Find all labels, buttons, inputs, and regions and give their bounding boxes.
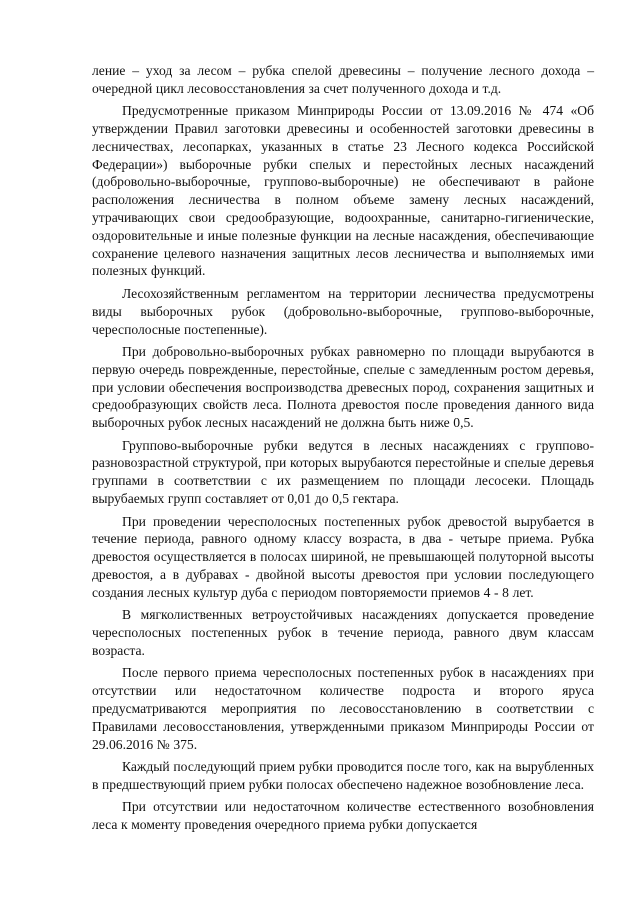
paragraph-strip-gradual: При проведении чересполосных постепенных рубок древостой вырубается в течение периода, равного одному классу возраста, в два - четыре приема. Рубка древостоя осуществляется в полосах шириной, не превышающей полуторной высоты древостоя, а в дубравах - двойной высоты древостоя при условии последующего создания лесных культур дуба с периодом повторяемости приемов 4 - 8 лет.	[92, 513, 594, 600]
paragraph-order-474: Предусмотренные приказом Минприроды России от 13.09.2016 № 474 «Об утверждении Правил заготовки древесины и особенностей заготовки древесины в лесничествах, лесопарках, указанных в статье 23 Лесного кодекса Российской Федерации») выборочные рубки спелых и перестойных лесных насаждений (добровольно-выборочные, группово-выборочные) не обеспечивают в районе расположения лесничества в полном объеме замену лесных насаждений, утрачивающих свои средообразующие, водоохранные, санитарно-гигиенические, оздоровительные и иные полезные функции на лесные насаждения, обеспечивающие сохранение целевого назначения защитных лесов лесничества и выполняемых ими полезных функций.	[92, 103, 594, 279]
document-page	[92, 62, 594, 839]
paragraph-first-stage: После первого приема чересполосных постепенных рубок в насаждениях при отсутствии или недостаточном количестве подроста и второго яруса предусматриваются мероприятия по лесовосстановлению в соответствии с Правилами лесовосстановления, утвержденными приказом Минприроды России от 29.06.2016 № 375.	[92, 665, 594, 752]
paragraph-regulation: Лесохозяйственным регламентом на территории лесничества предусмотрены виды выборочных рубок (добровольно-выборочные, группово-выборочные, чересполосные постепенные).	[92, 285, 594, 337]
paragraph-insufficient-regeneration: При отсутствии или недостаточном количестве естественного возобновления леса к моменту проведения очередного приема рубки допускается	[92, 799, 594, 833]
paragraph-continuation: ление – уход за лесом – рубка спелой древесины – получение лесного дохода – очередной цикл лесовосстановления за счет полученного дохода и т.д.	[92, 63, 594, 96]
paragraph-softwood: В мягколиственных ветроустойчивых насаждениях допускается проведение чересполосных постепенных рубок в течение периода, равного двум классам возраста.	[92, 607, 594, 658]
paragraph-group-selective: Группово-выборочные рубки ведутся в лесных насаждениях с группово-разновозрастной структурой, при которых вырубаются перестойные и спелые деревья группами в соответствии с их размещением по площади лесосеки. Площадь вырубаемых групп составляет от 0,01 до 0,5 гектара.	[92, 437, 594, 507]
paragraph-voluntary-selective: При добровольно-выборочных рубках равномерно по площади вырубаются в первую очередь поврежденные, перестойные, спелые с замедленным ростом деревья, при условии обеспечения воспроизводства древесных пород, сохранения защитных и средообразующих свойств леса. Полнота древостоя после проведения данного вида выборочных рубок лесных насаждений не должна быть ниже 0,5.	[92, 344, 594, 431]
paragraph-next-stage: Каждый последующий прием рубки проводится после того, как на вырубленных в предшествующий прием рубки полосах обеспечено надежное возобновление леса.	[92, 758, 594, 792]
